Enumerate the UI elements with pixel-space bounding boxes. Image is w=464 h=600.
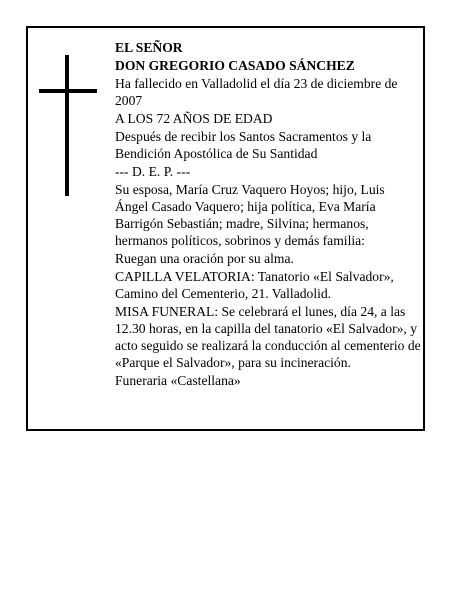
rip-line: --- D. E. P. --- — [115, 164, 191, 179]
family-list: Su esposa, María Cruz Vaquero Hoyos; hijo, Luis Ángel Casado Vaquero; hija política, Eva María Barrigón Sebastián; madre, Silvina; hermanos, hermanos políticos, sobrinos y demás familia: — [115, 182, 385, 248]
death-statement: Ha fallecido en Valladolid el día 23 de diciembre de 2007 — [115, 76, 398, 108]
deceased-name: DON GREGORIO CASADO SÁNCHEZ — [115, 58, 355, 73]
funeral-mass-info: MISA FUNERAL: Se celebrará el lunes, día 24, a las 12.30 horas, en la capilla del tanatorio «El Salvador», y acto seguido se realizará la conducción al cementerio de «Parque el Salvador», para su incineración. — [115, 304, 421, 370]
cross-horizontal-bar — [39, 89, 97, 93]
chapel-info: CAPILLA VELATORIA: Tanatorio «El Salvador», Camino del Cementerio, 21. Valladolid. — [115, 269, 394, 301]
funeral-home: Funeraria «Castellana» — [115, 373, 241, 388]
sacraments-statement: Después de recibir los Santos Sacramentos y la Bendición Apostólica de Su Santidad — [115, 129, 372, 161]
obituary-text — [115, 39, 421, 389]
notice-title: EL SEÑOR — [115, 40, 183, 55]
prayer-request: Ruegan una oración por su alma. — [115, 251, 294, 266]
cross-vertical-bar — [65, 55, 69, 196]
obituary-notice — [26, 26, 425, 431]
age-statement: A LOS 72 AÑOS DE EDAD — [115, 111, 273, 126]
